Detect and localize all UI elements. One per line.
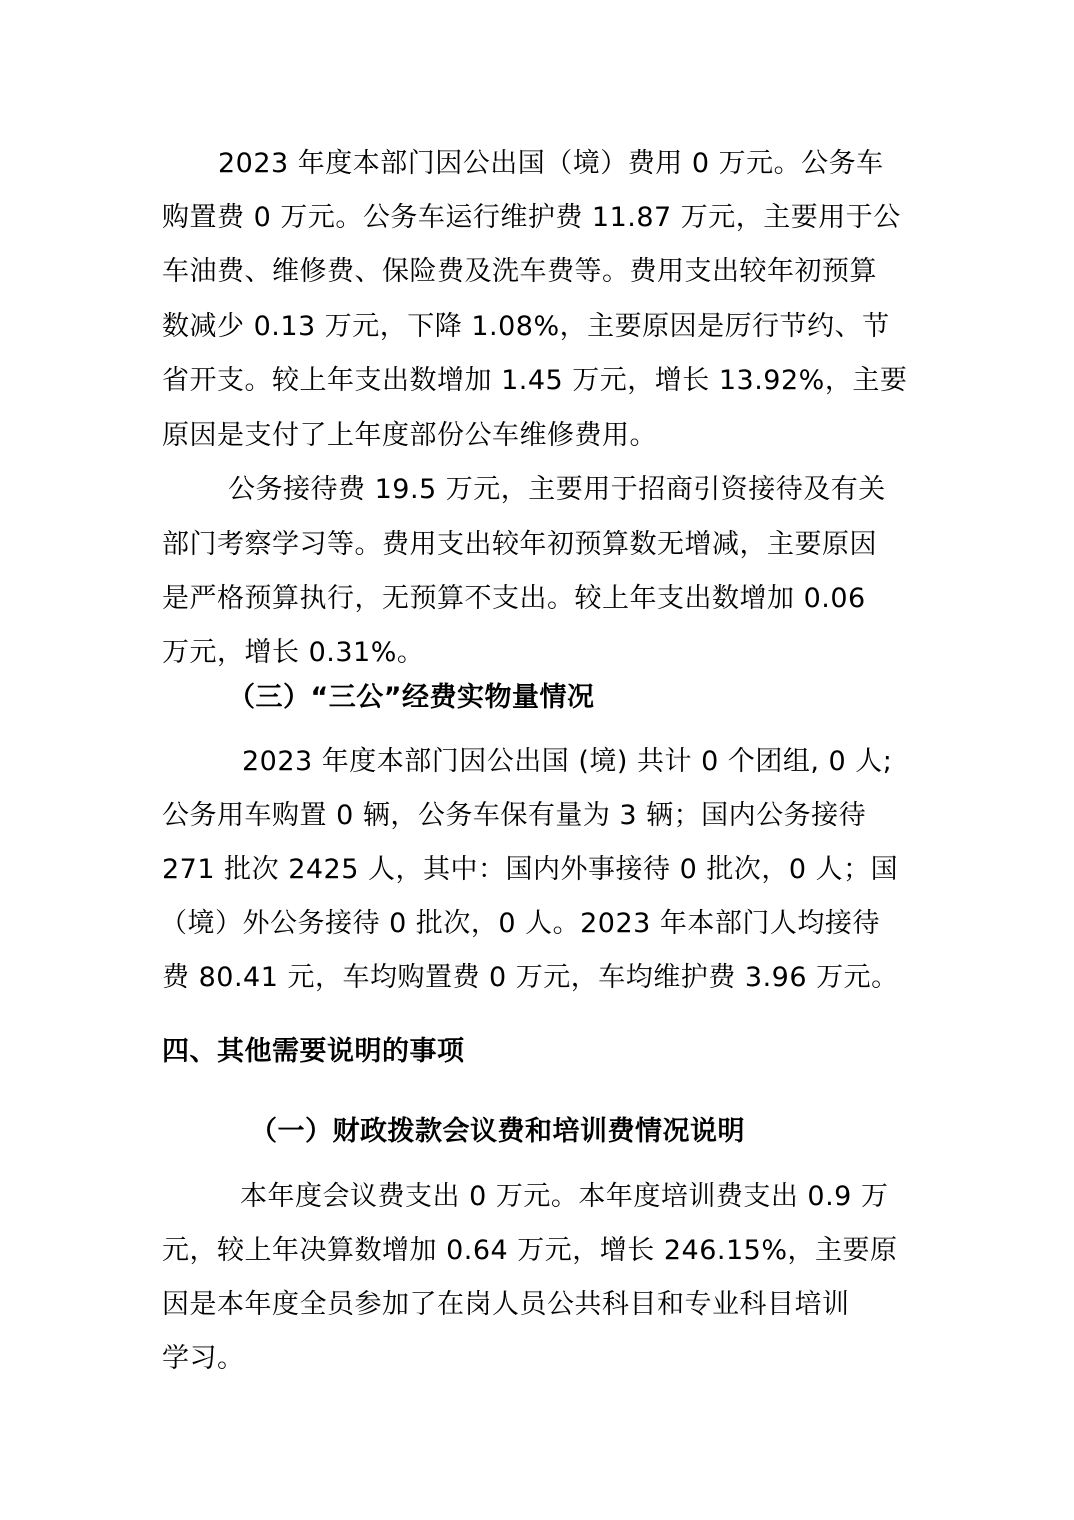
- paragraph-line: 费 80.41 元，车均购置费 0 万元，车均维护费 3.96 万元。: [162, 962, 899, 993]
- paragraph-line: 部门考察学习等。费用支出较年初预算数无增减，主要原因: [162, 529, 877, 560]
- paragraph-line: 公务接待费 19.5 万元，主要用于招商引资接待及有关: [228, 474, 886, 505]
- paragraph-line: 是严格预算执行，无预算不支出。较上年支出数增加 0.06: [162, 583, 866, 614]
- subheading-one: （一）财政拨款会议费和培训费情况说明: [250, 1116, 745, 1147]
- paragraph-line: 万元，增长 0.31%。: [162, 637, 425, 668]
- paragraph-line: 因是本年度全员参加了在岗人员公共科目和专业科目培训: [162, 1289, 850, 1320]
- paragraph-line: 购置费 0 万元。公务车运行维护费 11.87 万元，主要用于公: [162, 202, 901, 233]
- paragraph-line: 本年度会议费支出 0 万元。本年度培训费支出 0.9 万: [240, 1181, 889, 1212]
- paragraph-line: 车油费、维修费、保险费及洗车费等。费用支出较年初预算: [162, 256, 877, 287]
- paragraph-line: 公务用车购置 0 辆，公务车保有量为 3 辆；国内公务接待: [162, 800, 867, 831]
- paragraph-line: 2023 年度本部门因公出国 (境) 共计 0 个团组, 0 人;: [242, 746, 893, 777]
- paragraph-line: 学习。: [162, 1343, 245, 1374]
- paragraph-line: 省开支。较上年支出数增加 1.45 万元，增长 13.92%，主要: [162, 365, 908, 396]
- paragraph-line: 元，较上年决算数增加 0.64 万元，增长 246.15%，主要原: [162, 1235, 898, 1266]
- paragraph-line: 271 批次 2425 人，其中：国内外事接待 0 批次，0 人；国: [162, 854, 899, 885]
- paragraph-line: （境）外公务接待 0 批次，0 人。2023 年本部门人均接待: [160, 908, 880, 939]
- section-heading: 四、其他需要说明的事项: [162, 1036, 465, 1067]
- paragraph-line: 2023 年度本部门因公出国（境）费用 0 万元。公务车: [218, 148, 884, 179]
- subheading-three: （三）“三公”经费实物量情况: [228, 682, 595, 713]
- paragraph-line: 原因是支付了上年度部份公车维修费用。: [162, 420, 657, 451]
- paragraph-line: 数减少 0.13 万元，下降 1.08%，主要原因是厉行节约、节: [162, 311, 890, 342]
